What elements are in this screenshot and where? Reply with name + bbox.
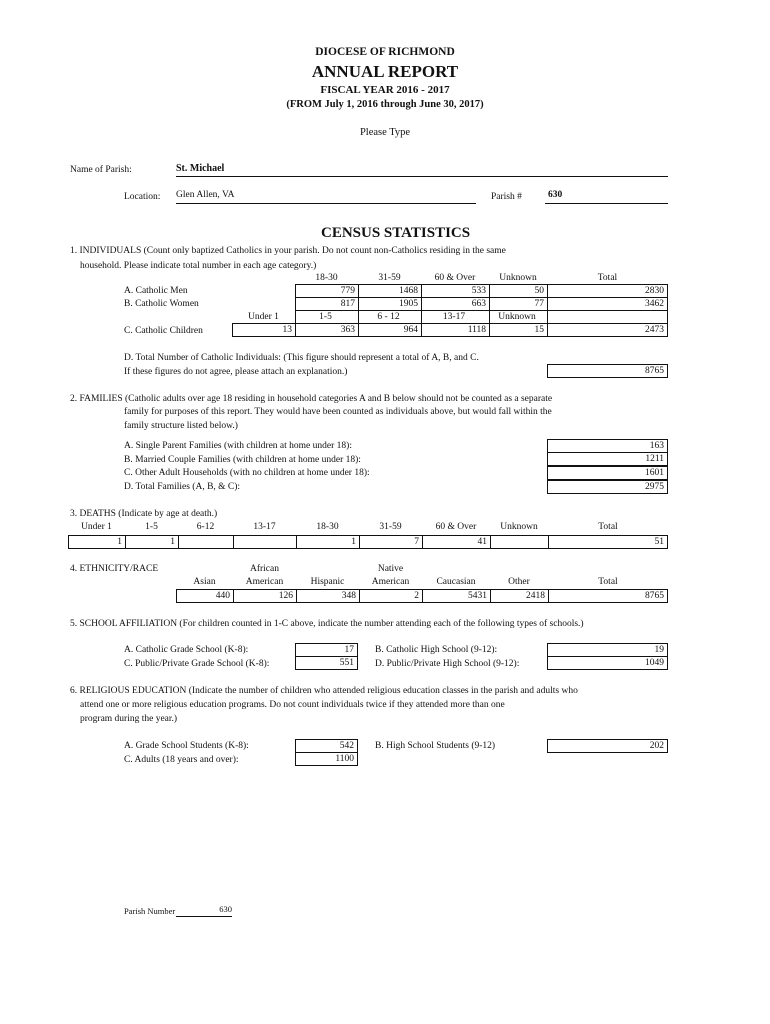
deaths-intro: 3. DEATHS (Indicate by age at death.)	[70, 509, 218, 519]
religious-ed-intro-1: 6. RELIGIOUS EDUCATION (Indicate the number of children who attended religious education classes in the parish and adults who	[70, 686, 578, 696]
catholic-grade-label: A. Catholic Grade School (K-8):	[124, 645, 249, 655]
parish-name-label: Name of Parish:	[70, 165, 132, 175]
families-intro-3: family structure listed below.)	[124, 421, 238, 431]
children-13-17[interactable]: 1118	[421, 323, 490, 337]
eth-header-native-american: American	[371, 577, 410, 587]
total-families-label: D. Total Families (A, B, & C):	[124, 482, 241, 492]
eth-header-native-top: Native	[377, 564, 404, 574]
report-title: ANNUAL REPORT	[311, 62, 459, 81]
religious-ed-intro-2: attend one or more religious education programs. Do not count individuals twice if they attended more than one	[80, 700, 505, 710]
diocese-name: DIOCESE OF RICHMOND	[315, 46, 455, 58]
footer-parish-number-field	[176, 904, 232, 917]
men-unknown[interactable]: 50	[489, 284, 548, 298]
women-total[interactable]: 3462	[547, 297, 668, 311]
eth-header-caucasian: Caucasian	[436, 577, 476, 587]
other-adult-households[interactable]: 1601	[547, 466, 668, 480]
religious-ed-intro-3: program during the year.)	[80, 714, 178, 724]
eth-african-american[interactable]: 126	[233, 589, 297, 603]
parish-number-label: Parish #	[491, 192, 522, 202]
child-header-unknown-cell	[489, 310, 548, 324]
men-31-59[interactable]: 1468	[358, 284, 422, 298]
child-header-6-12-cell	[358, 310, 422, 324]
eth-header-african-top: African	[249, 564, 279, 574]
location-field[interactable]	[176, 190, 476, 204]
child-header-13-17-cell	[421, 310, 490, 324]
deaths-under-1[interactable]: 1	[68, 535, 126, 549]
women-60-over[interactable]: 663	[421, 297, 490, 311]
catholic-men-label: A. Catholic Men	[124, 286, 188, 296]
census-title: CENSUS STATISTICS	[321, 225, 471, 241]
col-header-total: Total	[597, 273, 618, 283]
high-school-students-label: B. High School Students (9-12)	[375, 741, 496, 751]
parish-number-value: 630	[548, 190, 563, 200]
women-18-30[interactable]: 817	[295, 297, 359, 311]
deaths-total[interactable]: 51	[548, 535, 668, 549]
public-high-label: D. Public/Private High School (9-12):	[375, 659, 520, 669]
catholic-children-label: C. Catholic Children	[124, 326, 203, 336]
report-period: (FROM July 1, 2016 through June 30, 2017)	[286, 99, 484, 110]
col-header-unknown: Unknown	[499, 273, 537, 283]
eth-asian[interactable]: 440	[176, 589, 234, 603]
deaths-13-17[interactable]	[233, 535, 297, 549]
schools-intro: 5. SCHOOL AFFILIATION (For children counted in 1-C above, indicate the number attending each of the following types of schools.)	[70, 619, 584, 629]
col-header-6-12: 6 - 12	[377, 312, 400, 322]
men-60-over[interactable]: 533	[421, 284, 490, 298]
eth-header-asian: Asian	[193, 577, 216, 587]
parish-number-field[interactable]	[545, 190, 668, 204]
children-under-1[interactable]: 13	[232, 323, 296, 337]
men-18-30[interactable]: 779	[295, 284, 359, 298]
public-high-school[interactable]: 1049	[547, 656, 668, 670]
col-header-child-unknown: Unknown	[498, 312, 536, 322]
deaths-header-unknown: Unknown	[500, 522, 538, 532]
deaths-header-6-12: 6-12	[196, 522, 215, 532]
married-couple-families[interactable]: 1211	[547, 452, 668, 466]
deaths-60-over[interactable]: 41	[422, 535, 491, 549]
eth-caucasian[interactable]: 5431	[422, 589, 491, 603]
single-parent-families[interactable]: 163	[547, 439, 668, 453]
other-adult-label: C. Other Adult Households (with no children at home under 18):	[124, 468, 370, 478]
public-grade-school[interactable]: 551	[295, 656, 358, 670]
deaths-header-1-5: 1-5	[145, 522, 158, 532]
footer-parish-number: 630	[219, 904, 232, 914]
children-total[interactable]: 2473	[547, 323, 668, 337]
children-unknown[interactable]: 15	[489, 323, 548, 337]
location-label: Location:	[124, 192, 161, 202]
catholic-high-school[interactable]: 19	[547, 643, 668, 657]
single-parent-label: A. Single Parent Families (with children at home under 18):	[124, 441, 352, 451]
eth-header-hispanic: Hispanic	[310, 577, 345, 587]
eth-other[interactable]: 2418	[490, 589, 549, 603]
col-header-18-30: 18-30	[315, 273, 338, 283]
col-header-under-1: Under 1	[248, 312, 279, 322]
families-intro-2: family for purposes of this report. They would have been counted as individuals above, but would fall within the	[124, 407, 552, 417]
eth-native-american[interactable]: 2	[359, 589, 423, 603]
deaths-header-under-1: Under 1	[81, 522, 112, 532]
deaths-header-13-17: 13-17	[253, 522, 276, 532]
catholic-grade-school[interactable]: 17	[295, 643, 358, 657]
deaths-header-60-over: 60 & Over	[435, 522, 477, 532]
adults-label: C. Adults (18 years and over):	[124, 755, 239, 765]
eth-header-other: Other	[508, 577, 530, 587]
please-type-note: Please Type	[359, 127, 411, 138]
deaths-1-5[interactable]: 1	[125, 535, 179, 549]
deaths-header-31-59: 31-59	[379, 522, 402, 532]
women-unknown[interactable]: 77	[489, 297, 548, 311]
parish-name-value: St. Michael	[176, 163, 225, 174]
eth-header-total: Total	[598, 577, 618, 587]
families-intro-1: 2. FAMILIES (Catholic adults over age 18 residing in household categories A and B below should not be counted as a separate	[70, 394, 553, 404]
deaths-unknown[interactable]	[490, 535, 549, 549]
parish-name-field[interactable]	[176, 163, 668, 177]
deaths-31-59[interactable]: 7	[359, 535, 423, 549]
high-school-students[interactable]: 202	[547, 739, 668, 753]
men-total[interactable]: 2830	[547, 284, 668, 298]
child-header-total-cell	[547, 310, 668, 324]
location-value: Glen Allen, VA	[176, 190, 235, 200]
total-individuals[interactable]: 8765	[547, 364, 668, 378]
footer-parish-number-label: Parish Number	[124, 906, 176, 916]
col-header-1-5: 1-5	[319, 312, 332, 322]
catholic-women-label: B. Catholic Women	[124, 299, 199, 309]
fiscal-year: FISCAL YEAR 2016 - 2017	[320, 84, 450, 96]
child-header-1-5-cell	[295, 310, 359, 324]
adults-religious-ed[interactable]: 1100	[295, 752, 358, 766]
deaths-header-18-30: 18-30	[316, 522, 339, 532]
eth-header-african-american: American	[245, 577, 284, 587]
ethnicity-intro: 4. ETHNICITY/RACE	[70, 564, 159, 574]
children-6-12[interactable]: 964	[358, 323, 422, 337]
col-header-60-over: 60 & Over	[434, 273, 476, 283]
col-header-13-17: 13-17	[442, 312, 466, 322]
public-grade-label: C. Public/Private Grade School (K-8):	[124, 659, 270, 669]
grade-school-students[interactable]: 542	[295, 739, 358, 753]
grade-school-students-label: A. Grade School Students (K-8):	[124, 741, 249, 751]
children-1-5[interactable]: 363	[295, 323, 359, 337]
individuals-intro-2: household. Please indicate total number in each age category.)	[80, 261, 317, 271]
total-families[interactable]: 2975	[547, 480, 668, 494]
individuals-intro-1: 1. INDIVIDUALS (Count only baptized Catholics in your parish. Do not count non-Catholics residing in the same	[70, 246, 506, 256]
total-individuals-label-1: D. Total Number of Catholic Individuals: (This figure should represent a total of A, B, and C.	[124, 353, 479, 363]
eth-total[interactable]: 8765	[548, 589, 668, 603]
deaths-header-total: Total	[598, 522, 618, 532]
eth-hispanic[interactable]: 348	[296, 589, 360, 603]
women-31-59[interactable]: 1905	[358, 297, 422, 311]
total-individuals-label-2: If these figures do not agree, please attach an explanation.)	[124, 367, 348, 377]
deaths-18-30[interactable]: 1	[296, 535, 360, 549]
married-couple-label: B. Married Couple Families (with children at home under 18):	[124, 455, 361, 465]
col-header-31-59: 31-59	[378, 273, 401, 283]
catholic-high-label: B. Catholic High School (9-12):	[375, 645, 498, 655]
deaths-6-12[interactable]	[178, 535, 234, 549]
